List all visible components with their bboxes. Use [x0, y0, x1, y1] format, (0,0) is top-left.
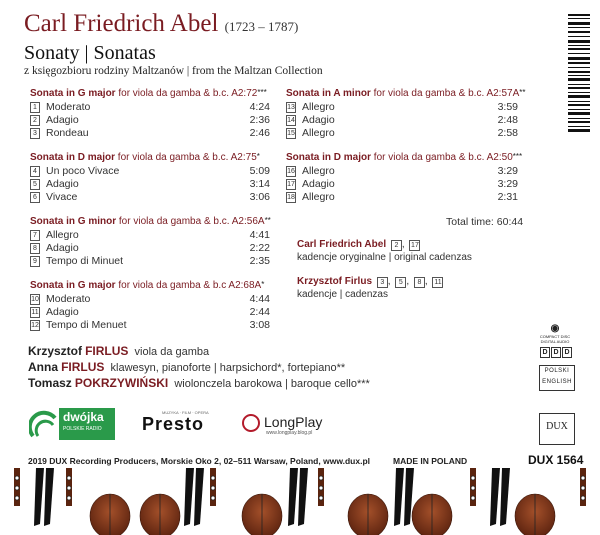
track-number: 16 — [287, 168, 295, 175]
track-name: Allegro — [46, 229, 79, 241]
track-name: Allegro — [302, 191, 335, 203]
track-row[interactable] — [30, 165, 270, 178]
longplay-logo: LongPlay — [264, 414, 323, 430]
track-duration: 2:36 — [249, 114, 270, 126]
track-name: Tempo di Menuet — [46, 319, 127, 331]
track-row[interactable] — [286, 178, 518, 191]
track-ref: 5 — [395, 277, 406, 288]
performer-surname: POKRZYWIŃSKI — [74, 376, 169, 390]
track-duration: 2:22 — [249, 242, 270, 254]
track-duration: 3:59 — [497, 101, 518, 113]
track-name: Adagio — [46, 114, 79, 126]
track-ref: 2 — [391, 240, 402, 251]
track-number: 2 — [30, 115, 40, 126]
dux-logo: DUX — [539, 413, 575, 445]
barcode-icon — [566, 14, 590, 132]
performer-line — [28, 360, 345, 374]
track-row[interactable] — [30, 229, 270, 242]
track-name: Adagio — [302, 178, 335, 190]
cadenza-author: Carl Friedrich Abel — [297, 239, 387, 250]
track-number: 6 — [30, 192, 40, 203]
sonata-block — [30, 88, 270, 140]
composer-name: Carl Friedrich Abel — [24, 10, 219, 37]
track-row[interactable] — [286, 165, 518, 178]
track-duration: 2:58 — [497, 127, 518, 139]
track-row[interactable] — [30, 306, 270, 319]
cadenza-note: Carl Friedrich Abel 2 , 17 kadencje oryginalne | original cadenzas — [297, 239, 472, 263]
track-duration: 4:24 — [249, 101, 270, 113]
performer-first-name: Krzysztof — [28, 344, 83, 358]
track-duration: 5:09 — [249, 165, 270, 177]
track-number: 4 — [30, 166, 40, 177]
track-row[interactable] — [30, 191, 270, 204]
track-row[interactable] — [286, 191, 518, 204]
track-name: Tempo di Minuet — [46, 255, 124, 267]
cadenza-desc: kadencje oryginalne | original cadenzas — [297, 252, 472, 263]
dwojka-logo — [29, 408, 115, 440]
track-name: Adagio — [46, 242, 79, 254]
track-row[interactable] — [30, 114, 270, 127]
performer-role: viola da gamba — [134, 346, 210, 358]
disc-icon: ◉ — [550, 323, 560, 334]
track-duration: 2:44 — [249, 306, 270, 318]
track-row[interactable] — [286, 127, 518, 140]
track-number: 13 — [287, 104, 295, 111]
performer-role: wiolonczela barokowa | baroque cello*** — [174, 378, 370, 390]
track-duration: 4:41 — [249, 229, 270, 241]
cd-label: COMPACT DISC DIGITAL AUDIO — [539, 334, 571, 344]
track-number: 1 — [30, 102, 40, 113]
track-duration: 3:06 — [249, 191, 270, 203]
composer-heading — [24, 10, 298, 38]
performer-surname: FIRLUS — [85, 344, 129, 358]
track-row[interactable] — [30, 178, 270, 191]
track-number: 9 — [30, 256, 40, 267]
track-duration: 2:48 — [497, 114, 518, 126]
track-name: Allegro — [302, 165, 335, 177]
label-address: 2019 DUX Recording Producers, Morskie Oko 2, 02–511 Warsaw, Poland, www.dux.pl — [28, 456, 371, 466]
track-ref: 17 — [411, 242, 419, 249]
track-name: Un poco Vivace — [46, 165, 120, 177]
track-number: 8 — [30, 243, 40, 254]
cadenza-note: Krzysztof Firlus 3 , 5 , 8 , 11 kadencje | cadenzas — [297, 276, 442, 300]
sonata-title: Sonata in D major for viola da gamba & b.c. A2:75* — [30, 152, 260, 163]
track-name: Moderato — [46, 101, 91, 113]
performer-surname: FIRLUS — [61, 360, 105, 374]
track-row[interactable] — [30, 242, 270, 255]
track-number: 12 — [31, 322, 39, 329]
album-title: Sonaty | Sonatas — [24, 42, 156, 64]
track-number: 7 — [30, 230, 40, 241]
track-ref: 3 — [377, 277, 388, 288]
track-duration: 3:29 — [497, 178, 518, 190]
track-duration: 3:29 — [497, 165, 518, 177]
sonata-title: Sonata in G major for viola da gamba & b.c A2:68A* — [30, 280, 265, 291]
track-name: Allegro — [302, 127, 335, 139]
language-badge: POLSKI ENGLISH — [539, 365, 575, 391]
longplay-icon — [242, 414, 260, 432]
dwojka-sub: POLSKIE RADIO — [63, 426, 102, 432]
track-number: 3 — [30, 128, 40, 139]
track-row[interactable] — [286, 114, 518, 127]
sonata-title: Sonata in A minor for viola da gamba & b.c. A2:57A** — [286, 88, 526, 99]
dwojka-text: dwójka — [63, 410, 104, 424]
track-name: Moderato — [46, 293, 91, 305]
track-row[interactable] — [286, 101, 518, 114]
track-name: Adagio — [302, 114, 335, 126]
track-name: Adagio — [46, 178, 79, 190]
composer-years: (1723 – 1787) — [224, 19, 299, 34]
radio-wave-icon — [29, 408, 59, 440]
sonata-block — [286, 88, 526, 140]
presto-tagline: MUZYKA · FILM · OPERA — [162, 410, 209, 415]
track-name: Allegro — [302, 101, 335, 113]
track-row[interactable] — [30, 319, 270, 332]
made-in: MADE IN POLAND — [393, 456, 468, 466]
track-name: Adagio — [46, 306, 79, 318]
track-number: 11 — [31, 309, 39, 316]
sonata-block — [30, 216, 270, 268]
cadenza-author: Krzysztof Firlus — [297, 276, 373, 287]
performer-first-name: Anna — [28, 360, 58, 374]
track-number: 14 — [287, 117, 295, 124]
sonata-block — [30, 280, 270, 332]
track-name: Vivace — [46, 191, 78, 203]
sonata-block — [286, 152, 523, 204]
presto-logo: Presto — [142, 414, 205, 434]
sonata-block — [30, 152, 270, 204]
track-number: 17 — [287, 181, 295, 188]
track-duration: 2:35 — [249, 255, 270, 267]
sonata-title: Sonata in G minor for viola da gamba & b.c. A2:56A** — [30, 216, 271, 227]
cadenza-desc: kadencje | cadenzas — [297, 289, 388, 300]
track-row[interactable] — [30, 255, 270, 268]
track-name: Rondeau — [46, 127, 89, 139]
track-duration: 3:08 — [249, 319, 270, 331]
track-row[interactable] — [30, 293, 270, 306]
sonata-title: Sonata in G major for viola da gamba & b.c. A2:72*** — [30, 88, 267, 99]
longplay-url: www.longplay.blog.pl — [266, 430, 313, 436]
track-number: 15 — [287, 130, 295, 137]
performer-role: klawesyn, pianoforte | harpsichord*, fortepiano** — [110, 362, 346, 374]
track-number: 5 — [30, 179, 40, 190]
catalog-number: DUX 1564 — [528, 453, 584, 467]
sonata-title: Sonata in D major for viola da gamba & b.c. A2:50*** — [286, 152, 523, 163]
track-ref: 11 — [434, 279, 442, 286]
track-duration: 4:44 — [249, 293, 270, 305]
track-duration: 2:31 — [497, 191, 518, 203]
track-duration: 3:14 — [249, 178, 270, 190]
track-number: 18 — [287, 194, 295, 201]
track-ref: 8 — [414, 277, 425, 288]
ddd-badge: D D D — [540, 341, 573, 359]
album-subtitle: z księgozbioru rodziny Maltzanów | from the Maltzan Collection — [24, 65, 323, 77]
performer-line — [28, 376, 370, 390]
track-duration: 2:46 — [249, 127, 270, 139]
track-number: 10 — [31, 296, 39, 303]
track-row[interactable] — [30, 101, 270, 114]
performer-first-name: Tomasz — [28, 376, 72, 390]
total-time: Total time: 60:44 — [446, 216, 524, 228]
track-row[interactable] — [30, 127, 270, 140]
performer-line — [28, 344, 209, 358]
instruments-strip-image — [0, 468, 600, 535]
